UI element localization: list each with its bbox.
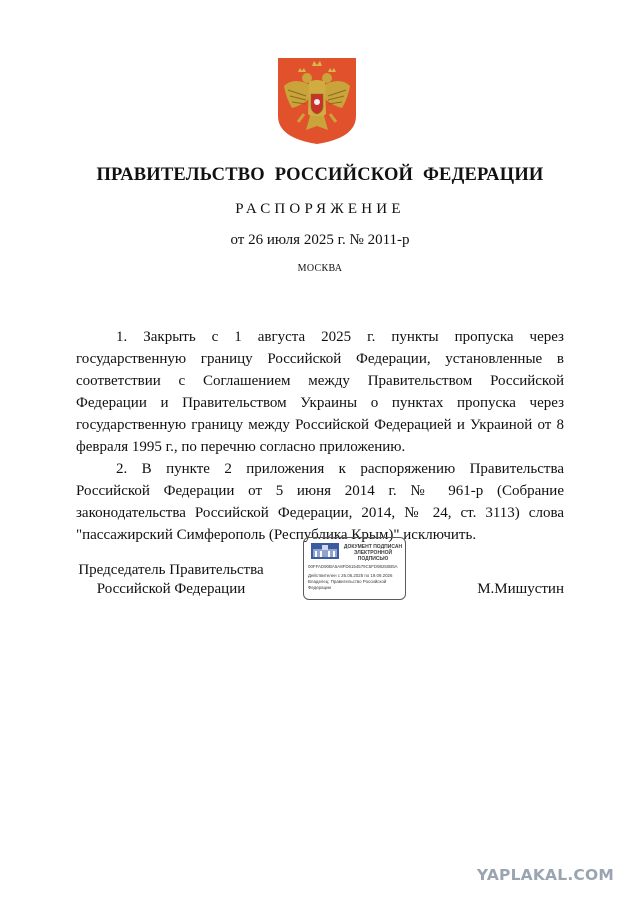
electronic-signature-stamp <box>303 537 406 600</box>
document-type: РАСПОРЯЖЕНИЕ <box>235 201 405 217</box>
government-building-icon <box>311 543 339 559</box>
stamp-heading <box>342 544 404 562</box>
signatory-name: М.Мишустин <box>477 581 564 597</box>
organization-title: ПРАВИТЕЛЬСТВО РОССИЙСКОЙ ФЕДЕРАЦИИ <box>96 165 544 185</box>
signatory-title-line-1: Председатель Правительства <box>78 562 264 578</box>
stamp-validity: Действителен с 26.06.2025 по 19.09.2026 <box>308 573 393 578</box>
coat-of-arms-icon <box>276 56 358 146</box>
signatory-title <box>76 561 266 599</box>
stamp-owner-line-1: Владелец: Правительство Российской <box>308 579 387 584</box>
signatory-title-line-2: Российской Федерации <box>96 581 246 597</box>
document-city: МОСКВА <box>297 263 343 274</box>
paragraph-1: 1. Закрыть с 1 августа 2025 г. пункты пропуска через государственную границу Российской Федерации, установленные в соответствии с Соглашением между Правительством Российской Федерации и Правительством Украины о пунктах пропуска через государственную границу между Российской Федерацией и Украиной от 8 февраля 1995 г., по перечню согласно приложению. <box>76 329 564 455</box>
stamp-certificate: 00FFAD90BA5A8FD6154579C5FD98250B5A <box>308 564 398 569</box>
stamp-owner-line-2: Федерации <box>308 584 331 590</box>
document-date-number: от 26 июля 2025 г. № 2011-р <box>230 232 410 248</box>
document-body <box>76 326 564 546</box>
stamp-heading-line-1: ДОКУМЕНТ ПОДПИСАН <box>343 544 403 550</box>
paragraph-2: 2. В пункте 2 приложения к распоряжению Правительства Российской Федерации от 5 июня 2014 г. № 961-р (Собрание законодательства Российской Федерации, 2014, № 24, ст. 3113) слова "пассажирский Симферополь (Республика Крым)" исключить. <box>76 461 564 543</box>
stamp-heading-line-2: ЭЛЕКТРОННОЙ ПОДПИСЬЮ <box>353 550 393 562</box>
watermark: YAPLAKAL.COM <box>476 866 614 884</box>
